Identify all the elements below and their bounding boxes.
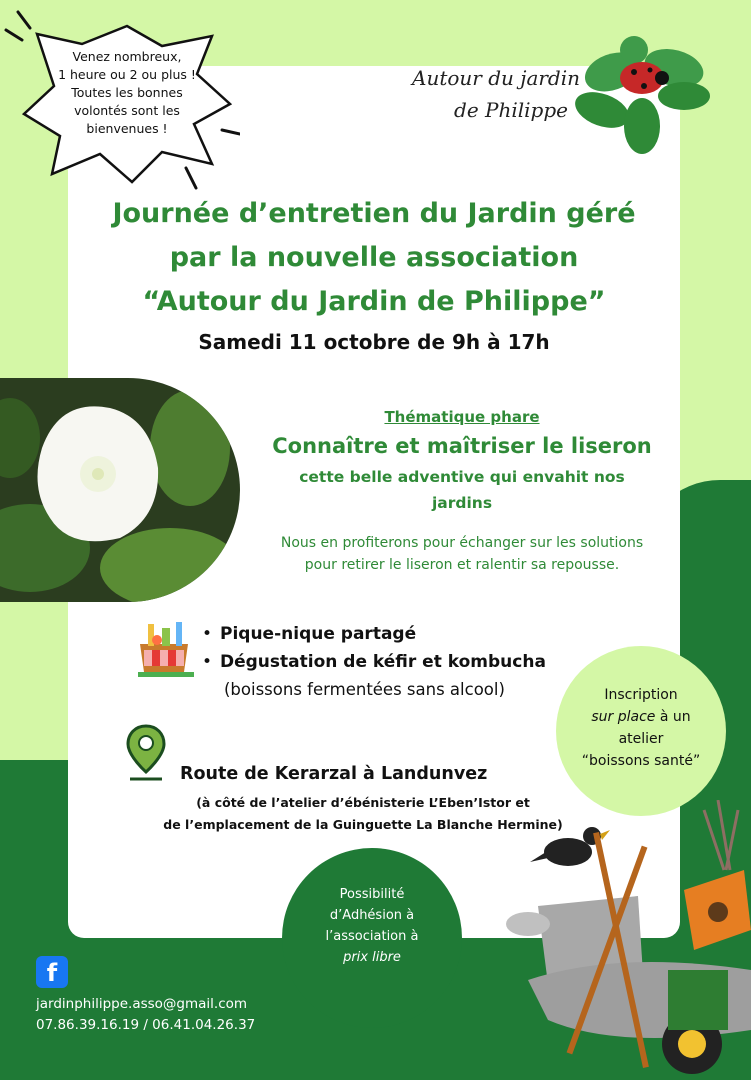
theme-note: Nous en profiterons pour échanger sur les solutions pour retirer le liseron et ralentir sa repousse. bbox=[280, 535, 644, 573]
map-pin-icon bbox=[126, 724, 166, 782]
facebook-icon[interactable]: f bbox=[36, 956, 68, 988]
location-details: (à côté de l’atelier d’ébénisterie L’Eben’Istor et de l’emplacement de la Guinguette La Blanche Hermine) bbox=[163, 795, 563, 832]
main-title: Journée d’entretien du Jardin géré par la nouvelle association “Autour du Jardin de Philippe” bbox=[112, 198, 636, 317]
contact-email[interactable]: jardinphilippe.asso@gmail.com bbox=[36, 996, 248, 1012]
theme-title: Connaître et maîtriser le liseron bbox=[272, 434, 652, 458]
bindweed-flower-photo bbox=[0, 378, 240, 602]
activities-list bbox=[202, 620, 622, 704]
event-date: Samedi 11 octobre de 9h à 17h bbox=[198, 330, 550, 354]
theme-heading: Thématique phare bbox=[384, 408, 540, 426]
theme-subtitle: cette belle adventive qui envahit nos jardins bbox=[299, 468, 625, 512]
clover-flower-icon bbox=[572, 34, 712, 158]
inscription-text: Inscription sur place à un atelier “boissons santé” bbox=[581, 687, 701, 769]
location-title: Route de Kerarzal à Landunvez bbox=[180, 764, 488, 784]
picnic-basket-icon bbox=[132, 618, 196, 678]
activity-item: • Pique-nique partagé bbox=[202, 624, 417, 644]
contact-phones: 07.86.39.16.19 / 06.41.04.26.37 bbox=[36, 1017, 256, 1033]
burst-text: Venez nombreux, 1 heure ou 2 ou plus ! Toutes les bonnes volontés sont les bienvenues ! bbox=[58, 49, 196, 136]
contact-info bbox=[36, 994, 255, 1036]
activity-item: • Dégustation de kéfir et kombucha bbox=[202, 652, 546, 672]
association-logo-text: Autour du jardin de Philippe bbox=[412, 66, 581, 122]
adhesion-text: Possibilité d’Adhésion à l’association à prix libre bbox=[325, 887, 419, 965]
activity-note: (boissons fermentées sans alcool) bbox=[224, 680, 505, 699]
garden-tools-illustration bbox=[468, 800, 751, 1080]
